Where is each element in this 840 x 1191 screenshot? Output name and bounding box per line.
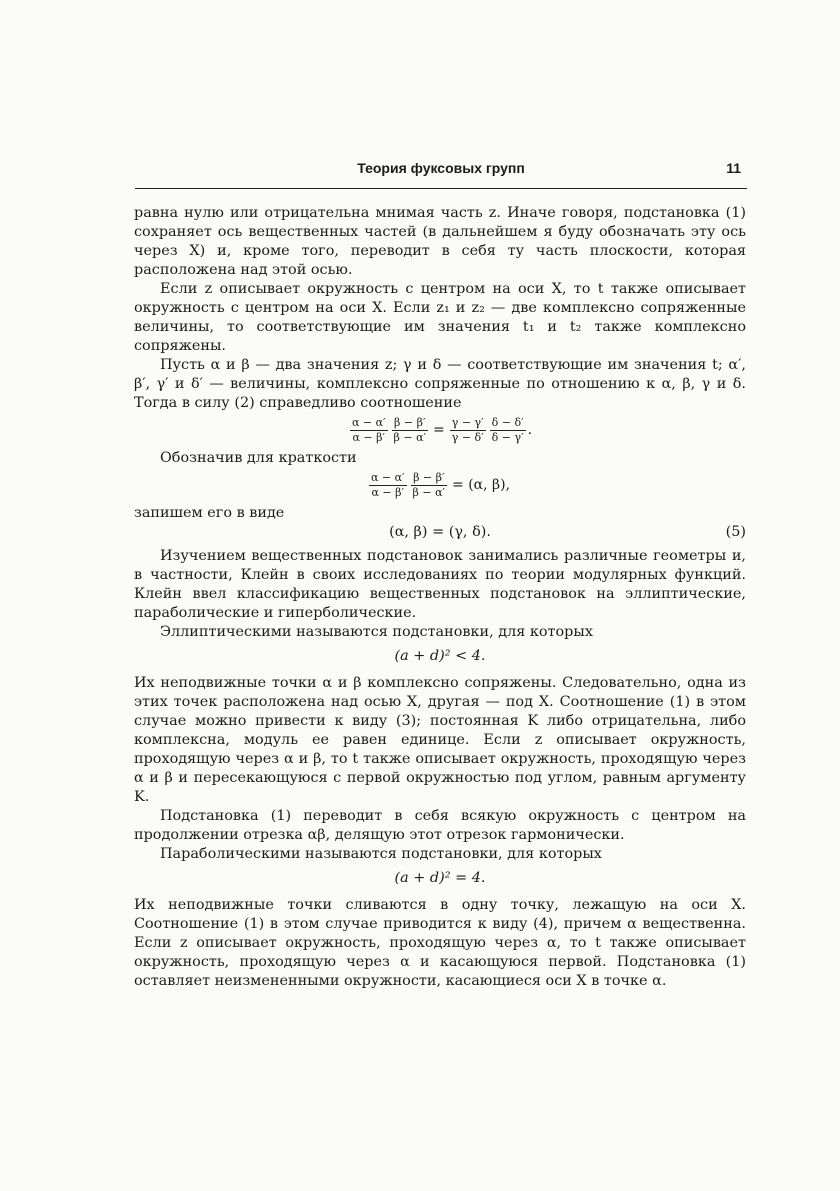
denominator: δ − γ′ xyxy=(491,431,524,444)
paragraph: Их неподвижные точки сливаются в одну точку, лежащую на оси X. Соотношение (1) в этом случае приводится к виду (4), причем α вещественна. Если z описывает окружность, проходящую через α, то t также описывает окружность, проходящую через α и касающуюся первой. Подстановка (1) оставляет неизмененными окружности, касающиеся оси X в точке α. xyxy=(134,897,746,989)
numerator: γ − γ′ xyxy=(450,416,486,431)
cross-ratio-formula xyxy=(134,416,746,445)
paragraph: Параболическими называются подстановки, для которых xyxy=(160,846,602,862)
paragraph: Их неподвижные точки α и β комплексно сопряжены. Следовательно, одна из этих точек расположена над осью X, другая — под X. Соотношение (1) в этом случае можно привести к виду (3); постоянная K либо отрицательна, либо комплексна, модуль ее равен единице. Если z описывает окружность, проходящую через α и β, то t также описывает окружность, проходящую через α и β и пересекающуюся с первой окружностью под углом, равным аргументу K. xyxy=(134,675,746,805)
header-title: Теория фуксовых групп xyxy=(357,160,525,176)
page-body xyxy=(134,204,746,991)
paragraph: Обозначив для краткости xyxy=(160,450,357,466)
fraction xyxy=(392,416,429,445)
numerator: α − α′ xyxy=(351,416,386,429)
numerator: δ − δ′ xyxy=(491,416,524,429)
fraction xyxy=(350,416,388,445)
fraction xyxy=(369,471,407,500)
denominator: β − α′ xyxy=(393,431,427,444)
elliptic-condition: (a + d)² < 4. xyxy=(394,648,486,664)
denominator: β − α′ xyxy=(412,486,446,499)
page-number: 11 xyxy=(726,160,741,176)
fraction xyxy=(411,471,448,500)
formula-end: . xyxy=(527,422,533,438)
denominator: α − β′ xyxy=(352,431,385,444)
denominator: α − β′ xyxy=(371,486,404,499)
equation-5 xyxy=(134,523,746,547)
equals-sign: = xyxy=(433,422,445,438)
shorthand-formula xyxy=(134,471,746,500)
paragraph: Подстановка (1) переводит в себя всякую окружность с центром на продолжении отрезка αβ, делящую этот отрезок гармонически. xyxy=(134,808,746,843)
formula-rhs: = (α, β), xyxy=(452,477,511,493)
equation-number: (5) xyxy=(725,524,746,540)
denominator: γ − δ′ xyxy=(451,431,484,444)
equation-text: (α, β) = (γ, δ). xyxy=(389,524,491,540)
paragraph: Эллиптическими называются подстановки, для которых xyxy=(160,624,593,640)
parabolic-condition: (a + d)² = 4. xyxy=(394,870,486,886)
paragraph: Если z описывает окружность с центром на оси X, то t также описывает окружность с центром на оси X. Если z₁ и z₂ — две комплексно сопряженные величины, то соответствующие им значения t₁ и t₂ также комплексно сопряжены. xyxy=(134,281,746,354)
paragraph: Пусть α и β — два значения z; γ и δ — соответствующие им значения t; α′, β′, γ′ и δ′ — величины, комплексно сопряженные по отношению к α, β, γ и δ. Тогда в силу (2) справедливо соотношение xyxy=(134,357,746,411)
running-header xyxy=(135,160,747,189)
numerator: α − α′ xyxy=(370,471,405,484)
fraction xyxy=(490,416,526,445)
numerator: β − β′ xyxy=(392,416,429,431)
paragraph: равна нулю или отрицательна мнимая часть z. Иначе говоря, подстановка (1) сохраняет ось вещественных частей (в дальнейшем я буду обозначать эту ось через X) и, кроме того, переводит в себя ту часть плоскости, которая расположена над этой осью. xyxy=(134,205,746,278)
paragraph: запишем его в виде xyxy=(134,505,285,521)
numerator: β − β′ xyxy=(411,471,448,486)
fraction xyxy=(450,416,486,445)
paragraph: Изучением вещественных подстановок занимались различные геометры и, в частности, Клейн в своих исследованиях по теории модулярных функций. Клейн ввел классификацию вещественных подстановок на эллиптические, параболические и гиперболические. xyxy=(134,548,746,621)
